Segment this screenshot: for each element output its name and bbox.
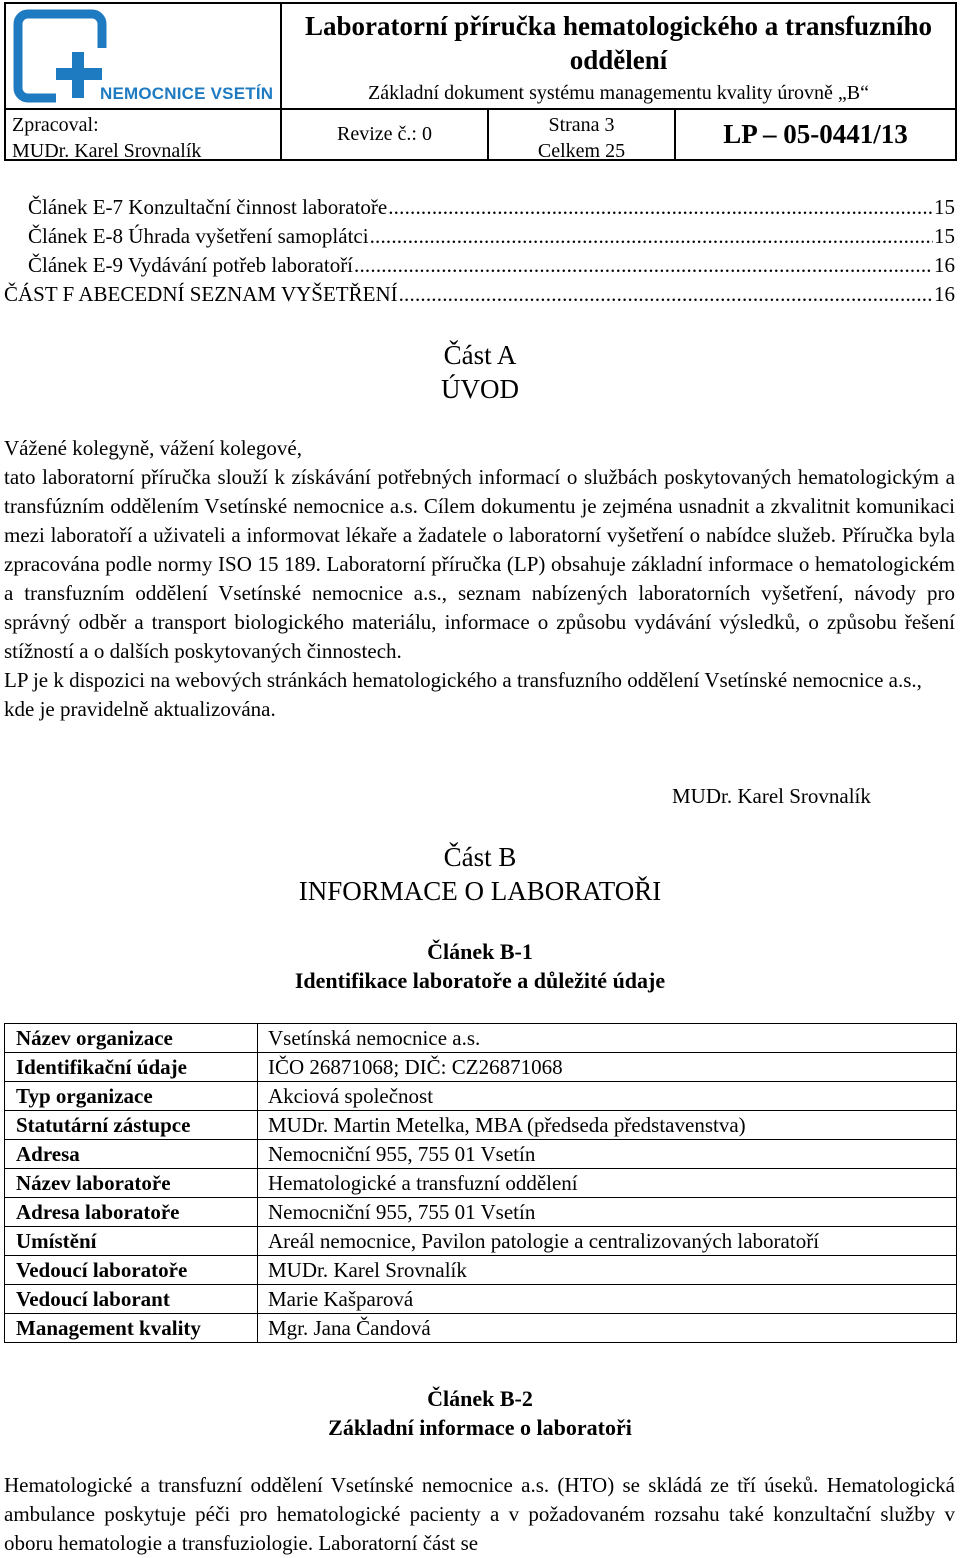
signature: MUDr. Karel Srovnalík	[672, 784, 871, 808]
laboratory-info-table	[4, 1023, 957, 1343]
author-name: MUDr. Karel Srovnalík	[12, 140, 202, 162]
article-b1-number: Článek B-1	[427, 939, 533, 964]
logo-text: NEMOCNICE VSETÍN	[100, 84, 274, 103]
table-row: Název laboratoře Hematologické a transfuzní oddělení	[5, 1169, 957, 1198]
table-row: Statutární zástupce MUDr. Martin Metelka, MBA (předseda představenstva)	[5, 1111, 957, 1140]
part-b-body	[4, 1471, 955, 1558]
part-b-heading: Část B	[443, 842, 517, 872]
doc-code: LP – 05-0441/13	[723, 119, 908, 149]
table-row: Vedoucí laborant Marie Kašparová	[5, 1285, 957, 1314]
toc-row[interactable]	[4, 280, 955, 309]
page-cell	[489, 110, 676, 162]
table-row: Název organizace Vsetínská nemocnice a.s.	[5, 1024, 957, 1053]
doc-code-cell	[676, 110, 955, 159]
availability-paragraph: LP je k dispozici na webových stránkách hematologického a transfuzního oddělení Vsetínské nemocnice a.s., kde je pravidelně aktualizována.	[4, 668, 922, 721]
author-label: Zpracoval:	[12, 114, 99, 136]
toc-label: ČÁST F ABECEDNÍ SEZNAM VYŠETŘENÍ	[4, 282, 398, 306]
toc-page: 16	[934, 282, 955, 306]
document-title: Laboratorní příručka hematologického a transfuzního oddělení	[304, 11, 932, 75]
logo-cell	[6, 4, 282, 110]
toc-label: Článek E-9 Vydávání potřeb laboratoří	[28, 253, 354, 277]
document-subtitle: Základní dokument systému managementu kvality úrovně „B“	[368, 82, 869, 104]
toc-row[interactable]	[28, 222, 955, 251]
part-a-title: ÚVOD	[441, 374, 519, 404]
toc-page: 15	[934, 224, 955, 248]
toc-label: Článek E-7 Konzultační činnost laboratoře	[28, 195, 388, 219]
toc-label: Článek E-8 Úhrada vyšetření samoplátci	[28, 224, 369, 248]
table-row: Management kvality Mgr. Jana Čandová	[5, 1314, 957, 1343]
toc-row[interactable]	[28, 251, 955, 280]
part-a-heading: Část A	[443, 340, 517, 370]
table-row: Adresa Nemocniční 955, 755 01 Vsetín	[5, 1140, 957, 1169]
toc-row[interactable]	[28, 193, 955, 222]
part-a-body	[4, 434, 955, 724]
table-row: Umístění Areál nemocnice, Pavilon patologie a centralizovaných laboratoří	[5, 1227, 957, 1256]
revision-text: Revize č.: 0	[337, 123, 432, 145]
greeting: Vážené kolegyně, vážení kolegové,	[4, 436, 302, 460]
article-b2-number: Článek B-2	[427, 1386, 533, 1411]
toc-page: 15	[934, 195, 955, 219]
part-b-title: INFORMACE O LABORATOŘI	[298, 876, 662, 906]
revision-cell	[282, 110, 489, 159]
intro-paragraph: tato laboratorní příručka slouží k získávání potřebných informací o službách poskytovaných hematologickým a transfúzním oddělením Vsetínské nemocnice a.s. Cílem dokumentu je zejména usnadnit a zkvalitnit komunikaci mezi laboratoří a uživateli a informovat lékaře a žadatele o laboratorní vyšetření o nabídce služeb. Příručka byla zpracována podle normy ISO 15 189. Laboratorní příručka (LP) obsahuje základní informace o hematologickém a transfuzním oddělení Vsetínské nemocnice a.s., seznam nabízených laboratorních vyšetření, návody pro správný odběr a transport biologického materiálu, informace o způsobu vydávání výsledků, o způsobu řešení stížností a o dalších poskytovaných činnostech.	[4, 465, 955, 663]
author-cell	[6, 110, 282, 162]
table-of-contents	[4, 193, 955, 309]
table-row: Identifikační údaje IČO 26871068; DIČ: CZ26871068	[5, 1053, 957, 1082]
hospital-logo-icon	[12, 8, 112, 106]
page-total: Celkem 25	[537, 140, 626, 162]
article-b2-paragraph: Hematologické a transfuzní oddělení Vsetínské nemocnice a.s. (HTO) se skládá ze tří úseků. Hematologická ambulance poskytuje péči pro hematologické pacienty a v požadovaném rozsahu také konzultační služby v oboru hematologie a transfuziologie. Laboratorní část se	[4, 1473, 955, 1555]
article-b2-title: Základní informace o laboratoři	[328, 1415, 632, 1440]
table-row: Typ organizace Akciová společnost	[5, 1082, 957, 1111]
table-row: Adresa laboratoře Nemocniční 955, 755 01 Vsetín	[5, 1198, 957, 1227]
page-number: Strana 3	[548, 114, 615, 136]
article-b1-title: Identifikace laboratoře a důležité údaje	[294, 968, 666, 993]
toc-page: 16	[934, 253, 955, 277]
title-cell	[282, 4, 955, 110]
table-row: Vedoucí laboratoře MUDr. Karel Srovnalík	[5, 1256, 957, 1285]
document-header	[4, 2, 957, 161]
